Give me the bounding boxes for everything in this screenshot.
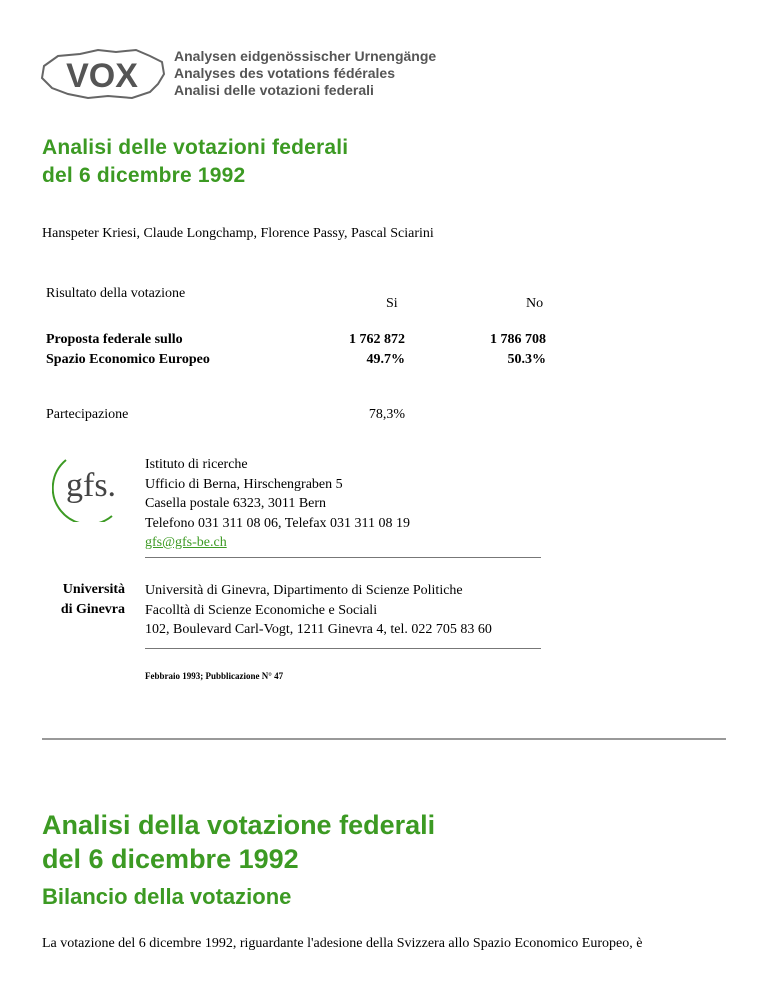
- proposal-name-line2: Spazio Economico Europeo: [46, 352, 210, 367]
- divider: [145, 557, 541, 558]
- gfs-logo: [52, 452, 138, 522]
- vox-logo-text: VOX: [66, 57, 138, 95]
- university-label-line2: di Ginevra: [60, 602, 125, 617]
- si-percent: 49.7%: [366, 352, 405, 367]
- no-results: [440, 330, 546, 370]
- gfs-line-postbox: Casella postale 6323, 3011 Bern: [145, 496, 327, 511]
- no-votes: 1 786 708: [490, 332, 546, 347]
- proposal-name-line1: Proposta federale sullo: [46, 332, 183, 347]
- document-title: [42, 134, 348, 190]
- section-title-line1: Analisi della votazione federali: [42, 810, 436, 840]
- gfs-line-office: Ufficio di Berna, Hirschengraben 5: [145, 476, 343, 492]
- gfs-email-link[interactable]: gfs@gfs-be.ch: [145, 535, 227, 550]
- vox-logo: [38, 48, 166, 100]
- proposal-name: [46, 330, 210, 370]
- si-results: [300, 330, 405, 370]
- gfs-address: [145, 455, 410, 553]
- participation-value: 78,3%: [368, 407, 405, 422]
- si-votes: 1 762 872: [349, 332, 405, 347]
- body-paragraph: La votazione del 6 dicembre 1992, riguardante l'adesione della Svizzera allo Spazio Economico Europeo, è: [42, 936, 643, 951]
- section-title: [42, 808, 435, 876]
- column-header-no: No: [526, 296, 544, 311]
- section-title-line2: del 6 dicembre 1992: [42, 844, 299, 874]
- university-address: [145, 581, 492, 640]
- results-label: Risultato della votazione: [46, 286, 186, 301]
- university-line-faculty: Facolltà di Scienze Economiche e Sociali: [145, 602, 378, 618]
- logo-tagline-it: Analisi delle votazioni federali: [174, 82, 374, 98]
- university-line-address: 102, Boulevard Carl-Vogt, 1211 Ginevra 4, tel. 022 705 83 60: [145, 622, 492, 637]
- participation-label: Partecipazione: [46, 407, 129, 422]
- gfs-line-institute: Istituto di ricerche: [145, 457, 248, 472]
- publication-info: Febbraio 1993; Pubblicazione N° 47: [145, 671, 284, 681]
- logo-tagline-de: Analysen eidgenössischer Urnengänge: [174, 48, 437, 64]
- university-line-department: Università di Ginevra, Dipartimento di Scienze Politiche: [145, 583, 463, 598]
- document-title-line1: Analisi delle votazioni federali: [42, 136, 349, 159]
- university-label-line1: Università: [62, 582, 125, 597]
- document-title-line2: del 6 dicembre 1992: [42, 164, 246, 187]
- gfs-line-phone: Telefono 031 311 08 06, Telefax 031 311 08 19: [145, 515, 411, 531]
- logo-tagline: [174, 48, 436, 99]
- column-header-si: Si: [386, 296, 398, 311]
- logo-tagline-fr: Analyses des votations fédérales: [174, 65, 395, 81]
- section-divider: [42, 738, 726, 740]
- university-label: [49, 580, 125, 620]
- authors: Hanspeter Kriesi, Claude Longchamp, Florence Passy, Pascal Sciarini: [42, 226, 434, 241]
- section-subtitle: Bilancio della votazione: [42, 884, 292, 909]
- no-percent: 50.3%: [507, 352, 546, 367]
- gfs-logo-text: gfs.: [66, 467, 117, 504]
- divider: [145, 648, 541, 649]
